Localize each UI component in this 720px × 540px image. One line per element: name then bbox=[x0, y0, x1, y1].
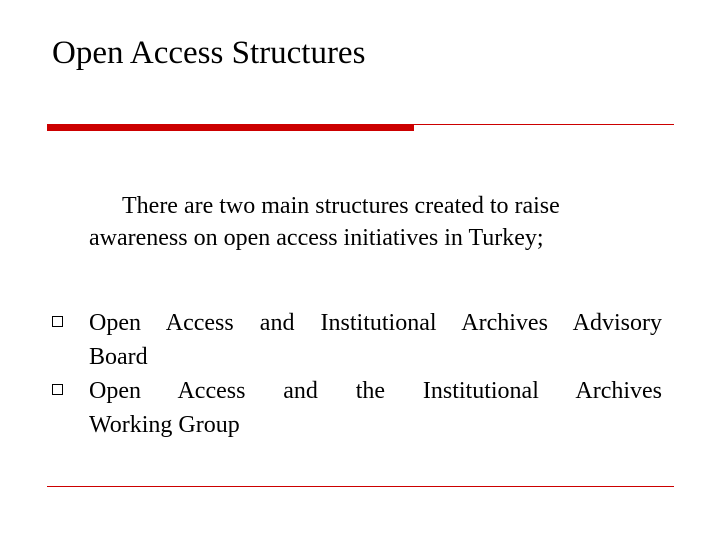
bullet-line: Open Access and the Institutional Archives bbox=[89, 378, 662, 404]
bullet-list bbox=[52, 306, 662, 442]
list-item bbox=[52, 306, 662, 374]
intro-line: There are two main structures created to raise bbox=[122, 193, 560, 219]
hollow-square-bullet-icon bbox=[52, 384, 63, 395]
list-item bbox=[52, 374, 662, 442]
footer-divider bbox=[47, 486, 674, 487]
bullet-line: Open Access and Institutional Archives Advisory bbox=[89, 310, 662, 336]
hollow-square-bullet-icon bbox=[52, 316, 63, 327]
title-underline-thin bbox=[414, 124, 674, 125]
slide-title: Open Access Structures bbox=[52, 35, 366, 71]
bullet-line: Board bbox=[89, 344, 148, 370]
intro-line: awareness on open access initiatives in Turkey; bbox=[89, 225, 544, 251]
intro-paragraph bbox=[89, 190, 669, 254]
bullet-line: Working Group bbox=[89, 412, 240, 438]
title-underline-thick bbox=[47, 124, 414, 131]
